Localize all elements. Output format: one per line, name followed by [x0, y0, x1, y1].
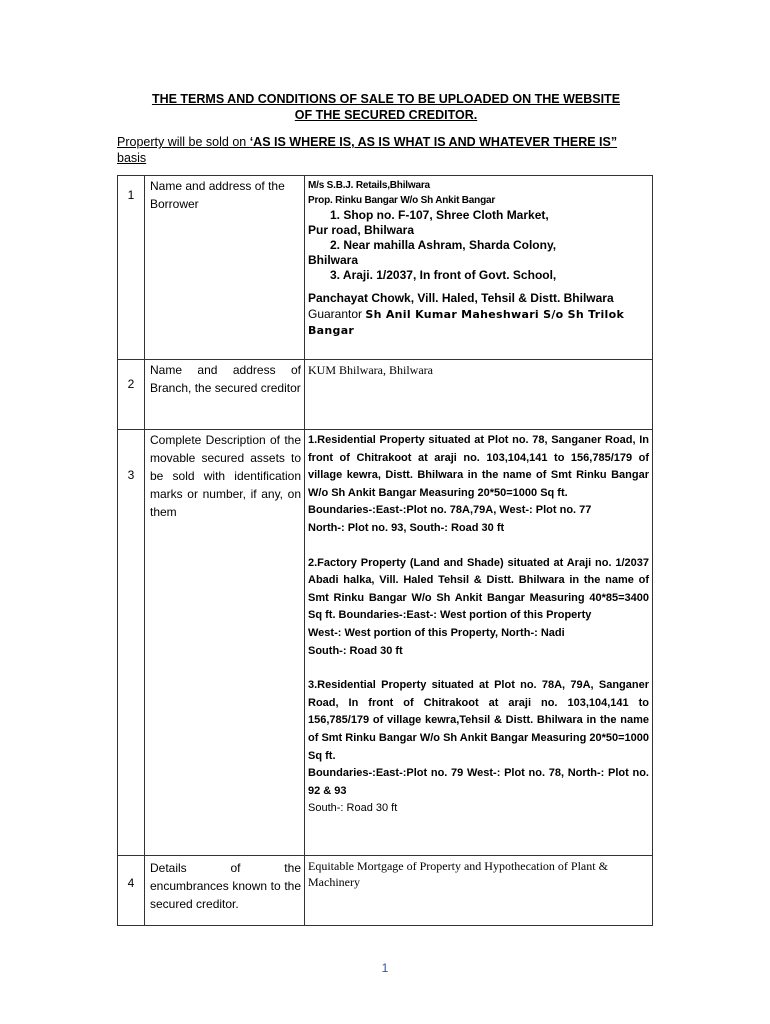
row-number: 1 [118, 176, 145, 360]
row-number: 4 [118, 856, 145, 926]
property-1: 1.Residential Property situated at Plot no. 78, Sanganer Road, In front of Chitrakoot at araji no. 103,104,141 to 156,785/179 of village kewra, Distt. Bhilwara in the name of Smt Rinku Bangar W/o Sh Ankit Bangar Measuring 20*50=1000 Sq ft. [308, 434, 649, 499]
address-3-line-2: Panchayat Chowk, Vill. Haled, Tehsil & Distt. Bhilwara [308, 291, 614, 305]
encumbrance-value [305, 856, 653, 926]
property-2-boundaries: West-: West portion of this Property, North-: Nadi [308, 626, 565, 639]
page-number: 1 [381, 961, 389, 975]
property-3: 3.Residential Property situated at Plot no. 78A, 79A, Sanganer Road, In front of Chitrakoot at araji no. 103,104,141 to 156,785/179 of village kewra,Tehsil & Distt. Bhilwara in the name of Smt Rinku Bangar W/o Sh Ankit Bangar Measuring 20*50=1000 Sq ft. [308, 679, 649, 762]
borrower-details [305, 176, 653, 360]
title-line-1: THE TERMS AND CONDITIONS OF SALE TO BE UPLOADED ON THE WEBSITE [151, 92, 621, 106]
encumbrance-text: Equitable Mortgage of Property and Hypothecation of Plant & Machinery [308, 859, 608, 889]
borrower-proprietor: Prop. Rinku Bangar W/o Sh Ankit Bangar [308, 195, 496, 206]
table-row [118, 176, 653, 360]
guarantor-name-cont: Bangar [308, 324, 355, 337]
table-row [118, 430, 653, 856]
address-1-line-2: Pur road, Bhilwara [308, 223, 415, 237]
borrower-name: M/s S.B.J. Retails,Bhilwara [308, 180, 430, 191]
intro-prefix: Property will be sold on [117, 135, 250, 149]
row-label: Name and address of the Borrower [145, 176, 305, 360]
guarantor-name: Sh Anil Kumar Maheshwari S/o Sh Trilok [365, 308, 625, 321]
table-row [118, 360, 653, 430]
row-number: 2 [118, 360, 145, 430]
branch-name: KUM Bhilwara, Bhilwara [308, 363, 433, 377]
terms-table [117, 175, 653, 926]
property-2: 2.Factory Property (Land and Shade) situated at Araji no. 1/2037 Abadi halka, Vill. Haled Tehsil & Distt. Bhilwara in the name of Smt Rinku Bangar W/o Sh Ankit Bangar Measuring 40*85=3400 Sq ft. Boundaries-:East-: West portion of this Property [308, 556, 649, 622]
row-label: Name and address of Branch, the secured creditor [145, 360, 305, 430]
branch-value [305, 360, 653, 430]
document-title [116, 91, 656, 123]
row-label: Complete Description of the movable secured assets to be sold with identification marks or number, if any, on them [145, 430, 305, 856]
address-3-line-1: 3. Araji. 1/2037, In front of Govt. School, [330, 268, 557, 282]
sale-basis-statement [117, 134, 657, 166]
property-1-boundaries: Boundaries-:East-:Plot no. 78A,79A, West-: Plot no. 77 [308, 504, 592, 517]
intro-emphasis: ‘AS IS WHERE IS, AS IS WHAT IS AND WHATEVER THERE IS” [249, 135, 618, 149]
address-2-line-1: 2. Near mahilla Ashram, Sharda Colony, [330, 238, 557, 252]
property-2-boundaries-cont: South-: Road 30 ft [308, 644, 403, 657]
row-number: 3 [118, 430, 145, 856]
table-row [118, 856, 653, 926]
property-3-boundaries: Boundaries-:East-:Plot no. 79 West-: Plot no. 78, North-: Plot no. 92 & 93 [308, 767, 649, 797]
property-1-boundaries-cont: North-: Plot no. 93, South-: Road 30 ft [308, 521, 505, 534]
title-line-2: OF THE SECURED CREDITOR. [294, 108, 478, 122]
property-3-boundaries-cont: South-: Road 30 ft [308, 802, 398, 815]
address-1-line-1: 1. Shop no. F-107, Shree Cloth Market, [330, 208, 549, 222]
address-2-line-2: Bhilwara [308, 253, 359, 267]
guarantor-prefix: Guarantor [308, 307, 366, 321]
intro-suffix: basis [117, 151, 147, 165]
property-description [305, 430, 653, 856]
row-label: Details of the encumbrances known to the secured creditor. [145, 856, 305, 926]
